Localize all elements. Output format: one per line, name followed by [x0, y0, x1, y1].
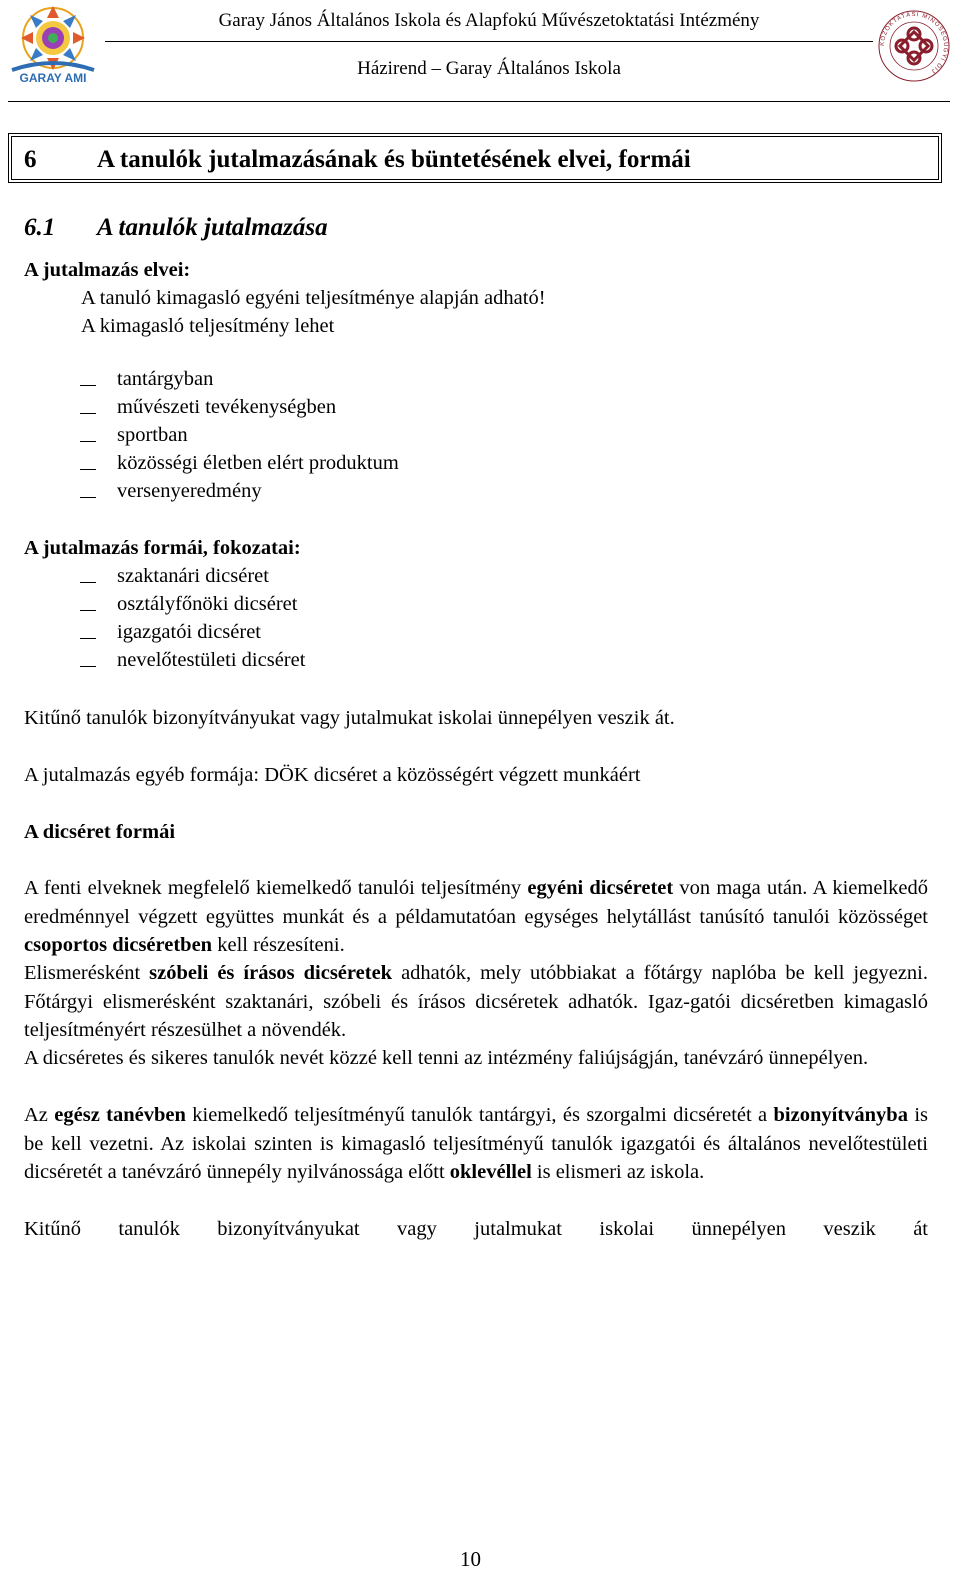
bullet-dash	[80, 638, 96, 639]
section-title: A tanulók jutalmazása	[97, 214, 328, 241]
text-run: kell részesíteni.	[212, 934, 345, 956]
paragraph-3: A dicséretes és sikeres tanulók nevét közzé kell tenni az intézmény faliújságján, tanévzáró ünnepélyen.	[24, 1047, 869, 1069]
celtic-knot-award-logo-icon	[876, 8, 952, 84]
forms-heading: A jutalmazás formái, fokozatai:	[24, 537, 301, 559]
bullet-dash	[80, 469, 96, 470]
logo-right-text: KÖZOKTATÁSI MINŐSÉGÜGYI DÍJ	[879, 11, 949, 75]
header-bottom-rule	[8, 101, 950, 102]
principles-heading: A jutalmazás elvei:	[24, 259, 191, 281]
bullet-dash	[80, 666, 96, 667]
header-rule	[105, 41, 873, 42]
text-run: Az	[24, 1104, 55, 1126]
principles-line-2: A kimagasló teljesítmény lehet	[81, 315, 335, 337]
list-item: nevelőtestületi dicséret	[117, 649, 306, 671]
chapter-title: A tanulók jutalmazásának és büntetésének elvei, formái	[97, 146, 691, 173]
header-institution: Garay János Általános Iskola és Alapfokú Művészetoktatási Intézmény	[218, 10, 760, 31]
text-run-bold: szóbeli és írásos dicséretek	[149, 962, 393, 984]
text-run: A fenti elveknek megfelelő kiemelkedő tanulói teljesítmény	[24, 877, 528, 899]
text-run: is elismeri az iskola.	[531, 1161, 705, 1183]
statement-1: Kitűnő tanulók bizonyítványukat vagy jutalmukat iskolai ünnepélyen veszik át.	[24, 707, 675, 729]
header-document-title: Házirend – Garay Általános Iskola	[357, 58, 621, 79]
statement-2: A jutalmazás egyéb formája: DÖK dicséret a közösségért végzett munkáért	[24, 764, 641, 786]
list-item: sportban	[117, 424, 188, 446]
list-item: tantárgyban	[117, 368, 214, 390]
logo-left-text: GARAY AMI	[19, 71, 87, 84]
sun-mandala-logo-icon	[6, 4, 100, 84]
text-run-bold: oklevéllel	[449, 1161, 532, 1183]
praise-heading: A dicséret formái	[24, 821, 176, 843]
paragraph-5: Kitűnő tanulók bizonyítványukat vagy jutalmukat iskolai ünnepélyen veszik át	[24, 1218, 928, 1240]
text-run-bold: egyéni dicséretet	[527, 877, 674, 899]
list-item: közösségi életben elért produktum	[117, 452, 399, 474]
bullet-dash	[80, 385, 96, 386]
text-run-bold: bizonyítványba	[773, 1104, 908, 1126]
text-run: adhatók, mely utóbbiakat a főtárgy naplóba be kell jegyezni. Főtárgyi elismerésként szaktanári, szóbeli és írásos dicséretek adhatók. Igaz-gatói dicséretben kimagasló teljesítményért részesülhet a növendék.	[24, 962, 928, 1041]
chapter-number: 6	[24, 146, 37, 173]
text-run-bold: csoportos dicséretben	[24, 934, 213, 956]
principles-line-1: A tanuló kimagasló egyéni teljesítménye alapján adható!	[81, 287, 546, 309]
bullet-dash	[80, 413, 96, 414]
list-item: szaktanári dicséret	[117, 565, 269, 587]
text-run: Elismerésként	[24, 962, 150, 984]
bullet-dash	[80, 441, 96, 442]
text-run: kiemelkedő teljesítményű tanulók tantárgyi, és szorgalmi dicséretét a	[185, 1104, 774, 1126]
list-item: versenyeredmény	[117, 480, 262, 502]
page-number: 10	[460, 1547, 481, 1571]
section-number: 6.1	[24, 214, 56, 241]
text-run: von maga után. A kiemelkedő eredménnyel végzett együttes munkát és a példamutatóan egységes helytállást tanúsító tanulói közösséget	[24, 877, 928, 928]
list-item: osztályfőnöki dicséret	[117, 593, 298, 615]
paragraph-2	[24, 959, 928, 1045]
paragraph-1	[24, 874, 928, 960]
bullet-dash	[80, 497, 96, 498]
bullet-dash	[80, 582, 96, 583]
list-item: művészeti tevékenységben	[117, 396, 337, 418]
text-run-bold: egész tanévben	[54, 1104, 186, 1126]
list-item: igazgatói dicséret	[117, 621, 262, 643]
text-run: is be kell vezetni. Az iskolai szinten is kimagasló teljesítményű tanulók igazgatói és általános nevelőtestületi dicséretét a tanévzáró ünnepély nyilvánossága előtt	[24, 1104, 928, 1183]
paragraph-4	[24, 1101, 928, 1187]
bullet-dash	[80, 610, 96, 611]
